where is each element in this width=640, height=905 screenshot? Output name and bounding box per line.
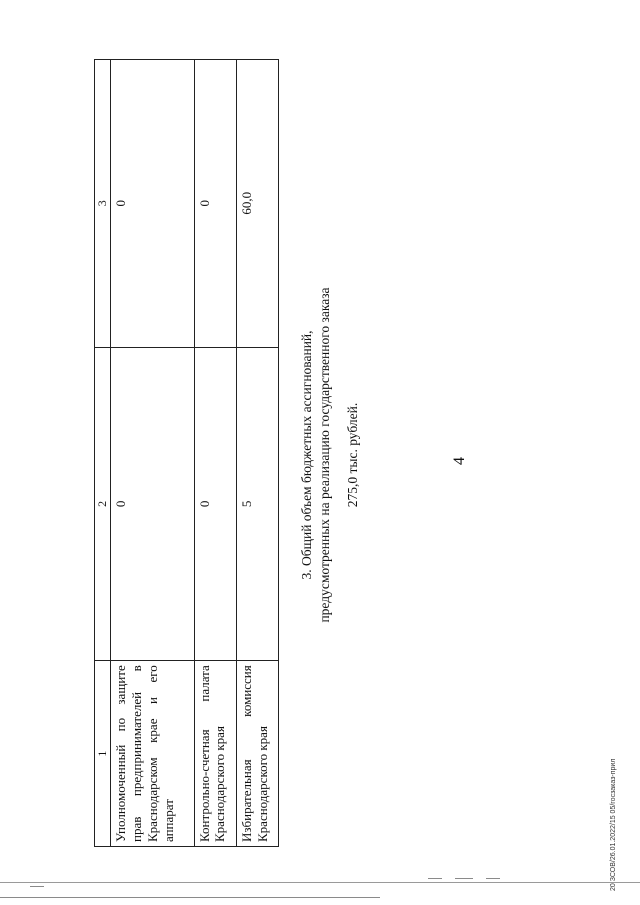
header-cell-2: 2 <box>95 347 111 661</box>
header-cell-3: 3 <box>95 60 111 348</box>
row-value-cell: 60,0 <box>236 60 278 348</box>
section-heading-line-1: 3. Общий объем бюджетных ассигнований, <box>299 330 314 580</box>
section-heading-line-2: предусмотренных на реализацию государственного заказа <box>317 287 332 623</box>
scan-mark <box>428 878 442 879</box>
row-value-cell: 0 <box>111 60 194 348</box>
header-cell-1: 1 <box>95 661 111 847</box>
row-value-cell: 0 <box>194 60 236 348</box>
row-value-cell: 5 <box>236 347 278 661</box>
row-name-cell: Уполномоченный по защите прав предпринимателей в Краснодарском крае и его аппарат <box>111 661 194 847</box>
scan-edge-line <box>0 882 640 883</box>
row-name-cell: Избирательная комиссия Краснодарского края <box>236 661 278 847</box>
table-row <box>194 60 236 847</box>
scan-mark <box>455 878 473 879</box>
row-value-cell: 0 <box>194 347 236 661</box>
row-name-cell: Контрольно-счетная палата Краснодарского края <box>194 661 236 847</box>
table-row <box>236 60 278 847</box>
document-footer-id: 20 ЗСОВ/26.01.2022/15 05/госзаказ-прил <box>610 758 617 891</box>
scan-mark <box>0 897 380 898</box>
table-header-row <box>95 60 111 847</box>
scan-mark <box>486 878 500 879</box>
table-row <box>111 60 194 847</box>
budget-table <box>94 59 279 847</box>
row-value-cell: 0 <box>111 347 194 661</box>
section-amount: 275,0 тыс. рублей. <box>345 402 360 508</box>
page-number: 4 <box>451 457 468 465</box>
scan-mark <box>30 886 44 887</box>
